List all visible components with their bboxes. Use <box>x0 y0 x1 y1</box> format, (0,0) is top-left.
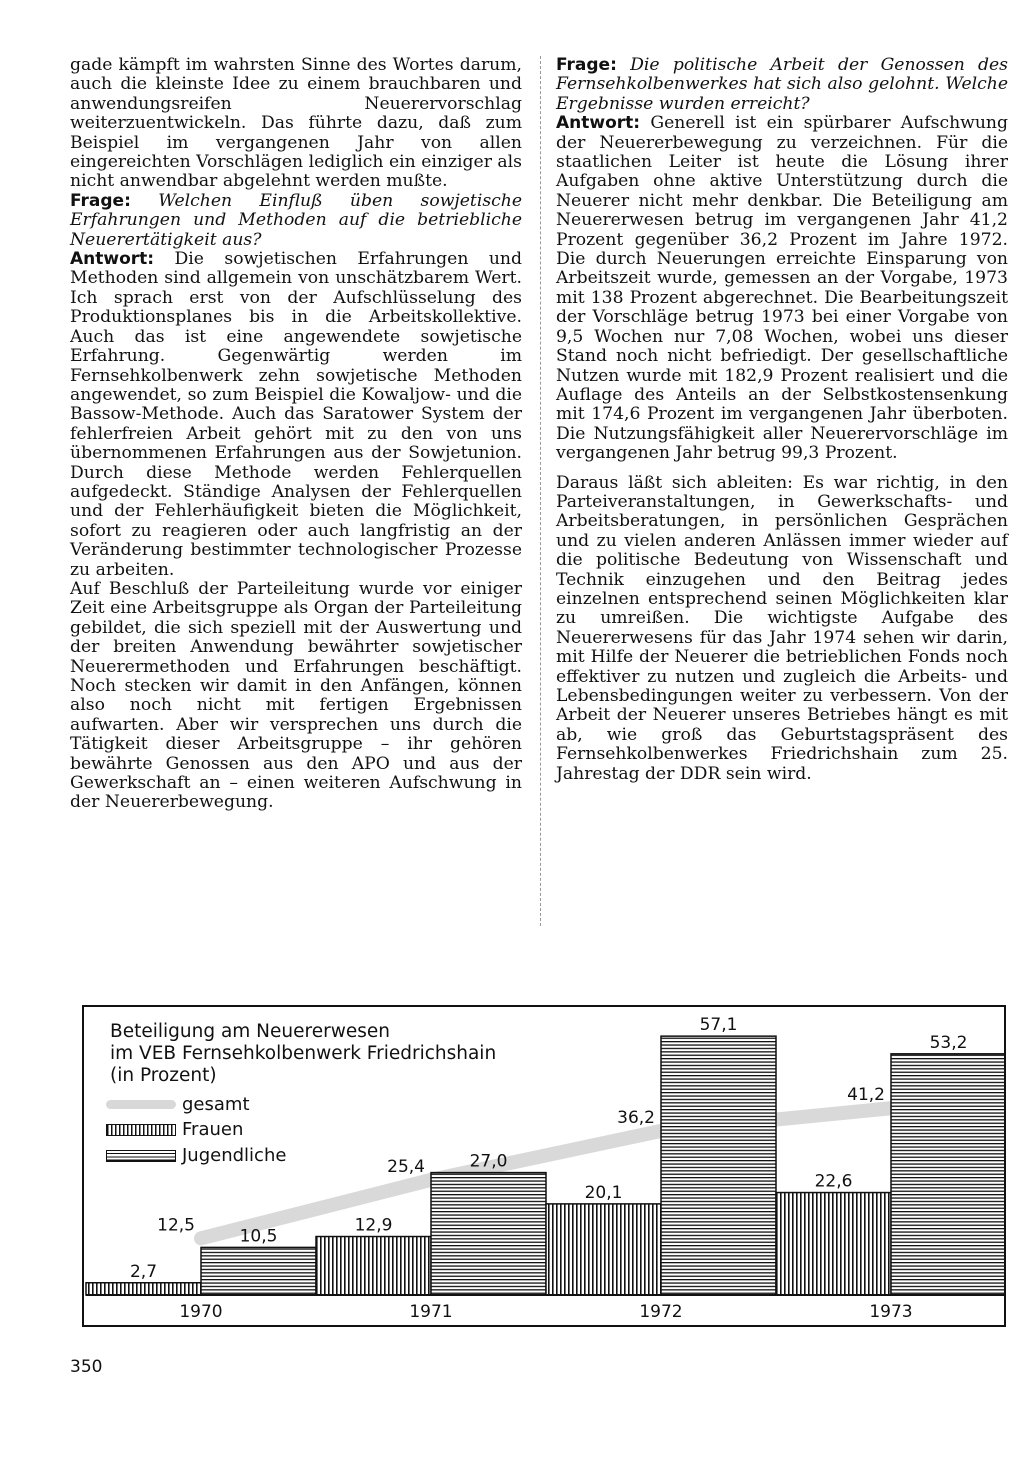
question-paragraph <box>556 56 1008 114</box>
question-paragraph <box>70 192 522 250</box>
right-column <box>556 56 1008 784</box>
chart-title-line-2: im VEB Fernsehkolbenwerk Friedrichshain <box>110 1043 497 1064</box>
answer-label: Antwort: <box>556 113 641 134</box>
category-label-1971: 1971 <box>409 1302 453 1322</box>
text-paragraph <box>70 580 522 813</box>
legend-swatch-gesamt <box>106 1100 176 1109</box>
left-column <box>70 56 522 813</box>
chart-title <box>110 1021 496 1087</box>
paragraph-text: Die sowjetischen Erfahrungen und Methoden sind allgemein von unschätzbarem Wert. Ich sprach erst von der Aufschlüsselung des Produktionsplanes bis in die Arbeitskollektive. Auch das ist eine angewendete sowjetische Erfahrung. Gegenwärtig werden im Fernsehkolbenwerk zehn sowjetische Methoden angewendet, so zum Beispiel die Kowaljow- und die Bassow-Methode. Auch das Saratower System der fehlerfreien Arbeit gehört mit zu den von uns übernommenen Erfahrungen aus der Sowjetunion. Durch diese Methode werden Fehlerquellen aufgedeckt. Ständige Analysen der Fehlerquellen und der Fehlerhäufigkeit bieten die Möglichkeit, sofort zu reagieren oder auch langfristig an der Veränderung bestimmter technologischer Prozesse zu arbeiten. <box>70 249 522 580</box>
chart-title-line-1: Beteiligung am Neuererwesen <box>110 1021 390 1042</box>
question-label: Frage: <box>70 190 131 211</box>
legend-label-frauen: Frauen <box>182 1119 244 1140</box>
label-jugendliche-1972: 57,1 <box>699 1015 738 1036</box>
chart-title-line-3: (in Prozent) <box>110 1065 217 1086</box>
paragraph-text: Generell ist ein spürbarer Aufschwung der Neuererbewegung zu verzeichnen. Für die staatlichen Leiter ist heute die Lösung ihrer Aufgaben ohne aktive Unterstützung durch die Neuerer nicht mehr denkbar. Die Beteiligung am Neuererwesen betrug im vergangenen Jahr 41,2 Prozent gegenüber 36,2 Prozent im Jahre 1972. Die durch Neuerungen erreichte Einsparung von Arbeitszeit wurde, gemessen an der Vorgabe, 1973 mit 138 Prozent abgerechnet. Die Bearbeitungszeit der Vorschläge betrug 1973 bei einer Vorgabe von 9,5 Wochen nur 7,08 Wochen, wobei uns dieser Stand noch nicht befriedigt. Der gesellschaftliche Nutzen wurde mit 182,9 Prozent realisiert und die Auflage des Anteils an der Selbstkostensenkung mit 174,6 Prozent im vergangenen Jahr überboten. Die Nutzungsfähigkeit aller Neuerervorschläge im vergangenen Jahr betrug 99,3 Prozent. <box>556 113 1008 464</box>
paragraph-text: gade kämpft im wahrsten Sinne des Wortes darum, auch die kleinste Idee zu einem brauchbaren und anwendungsreifen Neuerervorschlag weiterzuentwickeln. Das führte dazu, daß zum Beispiel im vergangenen Jahr von allen eingereichten Vorschlägen lediglich ein einziger als nicht anwendbar abgelehnt werden mußte. <box>70 55 522 192</box>
label-gesamt-1972: 36,2 <box>617 1107 655 1128</box>
page-number: 350 <box>70 1357 103 1377</box>
label-frauen-1973: 22,6 <box>814 1171 853 1192</box>
paragraph-text: Daraus läßt sich ableiten: Es war richtig, in den Parteiveranstaltungen, in Gewerkschafts- und Arbeitsberatungen, in persönlichen Gesprächen und zu vielen anderen Anlässen immer wieder auf die politische Bedeutung von Wissenschaft und Technik einzugehen und den Beitrag jedes einzelnen entsprechend seinen Möglichkeiten klar zu umreißen. Die wichtigste Aufgabe des Neuererwesens für das Jahr 1974 sehen wir darin, mit Hilfe der Neuerer die betrieblichen Fonds noch effektiver zu nutzen und zugleich die Arbeits- und Lebensbedingungen weiter zu verbessern. Von der Arbeit der Neuerer unseres Betriebes hängt es mit ab, wie groß das Geburtstagspräsent des Fernsehkolbenwerkes Friedrichshain zum 25. Jahrestag der DDR sein wird. <box>556 472 1008 784</box>
label-gesamt-1971: 25,4 <box>387 1156 425 1177</box>
label-gesamt-1970: 12,5 <box>157 1215 195 1236</box>
answer-label: Antwort: <box>70 249 155 270</box>
label-frauen-1970: 2,7 <box>129 1261 158 1282</box>
bar-frauen-1971 <box>316 1237 431 1295</box>
answer-paragraph <box>70 250 522 580</box>
category-label-1973: 1973 <box>869 1302 913 1322</box>
bar-jugendliche-1971 <box>431 1173 546 1295</box>
bar-frauen-1972 <box>546 1204 661 1295</box>
text-paragraph <box>556 474 1008 785</box>
bar-frauen-1973 <box>776 1193 891 1295</box>
category-label-1972: 1972 <box>639 1302 683 1322</box>
answer-paragraph <box>556 114 1008 463</box>
label-jugendliche-1973: 53,2 <box>929 1032 968 1053</box>
legend-swatch-frauen <box>106 1124 176 1136</box>
label-frauen-1971: 12,9 <box>354 1215 393 1236</box>
bar-frauen-1970 <box>86 1283 201 1295</box>
bar-jugendliche-1970 <box>201 1247 316 1295</box>
chart-box <box>82 1005 1006 1327</box>
paragraph-text: Welchen Einfluß üben sowjetische Erfahrungen und Methoden auf die betriebliche Neuerertätigkeit aus? <box>70 190 523 250</box>
column-divider <box>540 56 541 926</box>
legend-swatch-jugendliche <box>106 1150 176 1162</box>
legend-label-gesamt: gesamt <box>182 1094 250 1115</box>
label-jugendliche-1971: 27,0 <box>469 1151 508 1172</box>
paragraph-text: Die politische Arbeit der Genossen des Fernsehkolbenwerkes hat sich also gelohnt. Welche Ergebnisse wurden erreicht? <box>556 55 1008 114</box>
label-jugendliche-1970: 10,5 <box>239 1226 278 1247</box>
label-frauen-1972: 20,1 <box>584 1182 623 1203</box>
label-gesamt-1973: 41,2 <box>847 1085 885 1106</box>
paragraph-text: Auf Beschluß der Parteileitung wurde vor einiger Zeit eine Arbeitsgruppe als Organ der Parteileitung gebildet, die sich speziell mit der Auswertung und der breiten Anwendung bewährter sowjetischer Neuerermethoden und Erfahrungen beschäftigt. Noch stecken wir damit in den Anfängen, können also noch nicht mit fertigen Ergebnissen aufwarten. Aber wir versprechen uns durch die Tätigkeit dieser Arbeitsgruppe – ihr gehören bewährte Genossen aus den APO und aus der Gewerkschaft an – einen weiteren Aufschwung in der Neuererbewegung. <box>70 578 522 813</box>
question-label: Frage: <box>556 55 617 75</box>
bar-jugendliche-1972 <box>661 1036 776 1295</box>
category-label-1970: 1970 <box>179 1302 223 1322</box>
legend-label-jugendliche: Jugendliche <box>182 1145 287 1166</box>
text-paragraph <box>70 56 522 192</box>
bar-jugendliche-1973 <box>891 1054 1004 1295</box>
